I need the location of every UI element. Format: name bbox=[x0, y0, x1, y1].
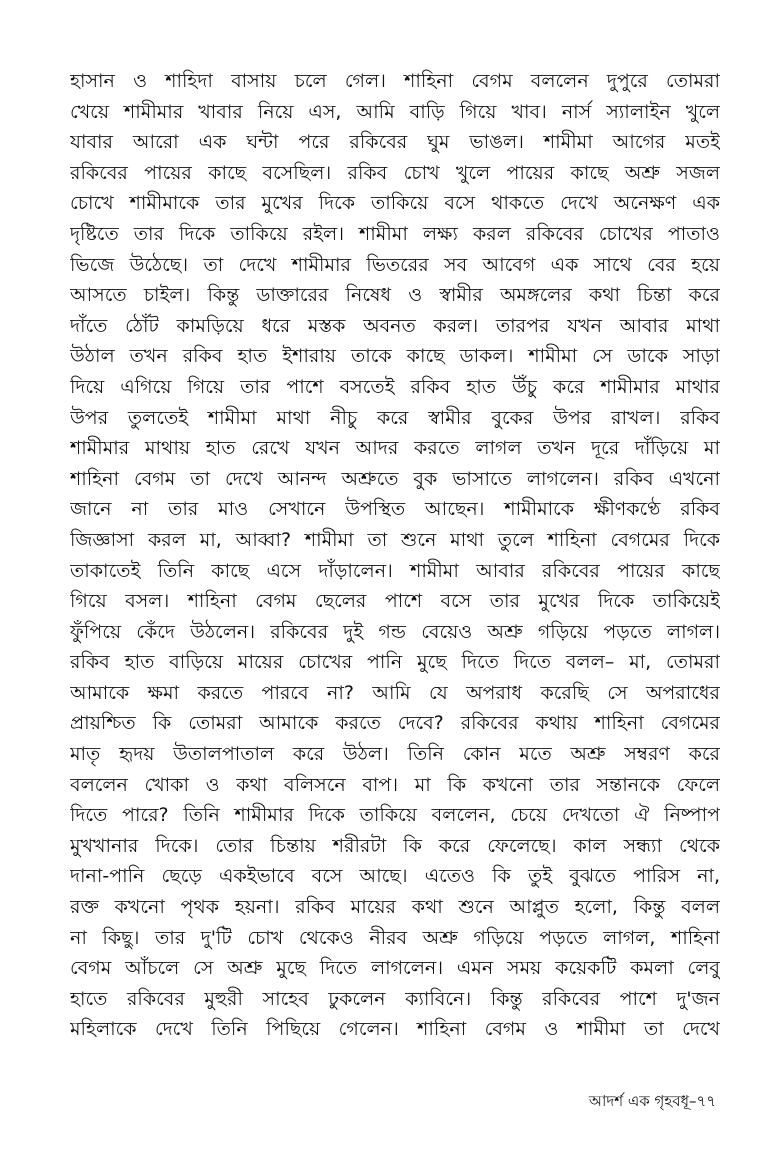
text-line: চোখে শামীমাকে তার মুখের দিকে তাকিয়ে বসে থাকতে দেখে অনেক্ষণ এক bbox=[70, 192, 720, 215]
text-line: দৃষ্টিতে তার দিকে তাকিয়ে রইল। শামীমা লক্ষ্য করল রকিবের চোখের পাতাও bbox=[70, 222, 720, 245]
text-line: গিয়ে বসল। শাহিনা বেগম ছেলের পাশে বসে তার মুখের দিকে তাকিয়েই bbox=[70, 590, 720, 613]
text-line: খেয়ে শামীমার খাবার নিয়ে এস, আমি বাড়ি গিয়ে খাব। নার্স স্যালাইন খুলে bbox=[70, 100, 720, 123]
text-line: উপর তুলতেই শামীমা মাথা নীচু করে স্বামীর বুকের উপর রাখল। রকিব bbox=[70, 406, 720, 429]
text-line: ফুঁপিয়ে কেঁদে উঠলেন। রকিবের দুই গন্ড বেয়েও অশ্রু গড়িয়ে পড়তে লাগল। bbox=[70, 620, 720, 643]
text-line: জানে না তার মাও সেখানে উপস্থিত আছেন। শামীমাকে ক্ষীণকণ্ঠে রকিব bbox=[70, 498, 720, 521]
text-line: উঠাল তখন রকিব হাত ইশারায় তাকে কাছে ডাকল। শামীমা সে ডাকে সাড়া bbox=[70, 345, 720, 368]
text-line: যাবার আরো এক ঘন্টা পরে রকিবের ঘুম ভাঙল। শামীমা আগের মতই bbox=[70, 131, 720, 154]
text-line: তাকাতেই তিনি কাছে এসে দাঁড়ালেন। শামীমা আবার রকিবের পায়ের কাছে bbox=[70, 559, 720, 582]
text-line: প্রায়শ্চিত কি তোমরা আমাকে করতে দেবে? রকিবের কথায় শাহিনা বেগমের bbox=[70, 712, 720, 735]
text-line: রক্ত কখনো পৃথক হয়না। রকিব মায়ের কথা শুনে আপ্লুত হলো, কিন্তু বলল bbox=[70, 896, 720, 919]
text-line: বললেন খোকা ও কথা বলিসনে বাপ। মা কি কখনো তার সন্তানকে ফেলে bbox=[70, 773, 720, 796]
page-footer: আদর্শ এক গৃহবধূ–৭৭ bbox=[588, 1092, 716, 1110]
text-line: দিতে পারে? তিনি শামীমার দিকে তাকিয়ে বললেন, চেয়ে দেখতো ঐ নিষ্পাপ bbox=[70, 804, 720, 827]
text-line: জিজ্ঞাসা করল মা, আব্বা? শামীমা তা শুনে মাথা তুলে শাহিনা বেগমের দিকে bbox=[70, 528, 720, 551]
text-line: শামীমার মাথায় হাত রেখে যখন আদর করতে লাগল তখন দূরে দাঁড়িয়ে মা bbox=[70, 437, 720, 460]
text-line: আসতে চাইল। কিন্তু ডাক্তারের নিষেধ ও স্বামীর অমঙ্গলের কথা চিন্তা করে bbox=[70, 284, 720, 307]
text-line: রকিব হাত বাড়িয়ে মায়ের চোখের পানি মুছে দিতে দিতে বলল– মা, তোমরা bbox=[70, 651, 720, 674]
text-line: হাসান ও শাহিদা বাসায় চলে গেল। শাহিনা বেগম বললেন দুপুরে তোমরা bbox=[70, 70, 720, 92]
body-text bbox=[70, 66, 720, 1045]
text-line: দাঁতে ঠোঁট কামড়িয়ে ধরে মস্তক অবনত করল। তারপর যখন আবার মাথা bbox=[70, 314, 720, 337]
text-line: মুখখানার দিকে। তোর চিন্তায় শরীরটা কি করে ফেলেছে। কাল সন্ধ্যা থেকে bbox=[70, 834, 720, 857]
text-line: ভিজে উঠেছে। তা দেখে শামীমার ভিতরের সব আবেগ এক সাথে বের হয়ে bbox=[70, 253, 720, 276]
text-line: দিয়ে এগিয়ে গিয়ে তার পাশে বসতেই রকিব হাত উঁচু করে শামীমার মাথার bbox=[70, 375, 720, 398]
text-line: না কিছু। তার দু'টি চোখ থেকেও নীরব অশ্রু গড়িয়ে পড়তে লাগল, শাহিনা bbox=[70, 926, 720, 949]
text-line: মহিলাকে দেখে তিনি পিছিয়ে গেলেন। শাহিনা বেগম ও শামীমা তা দেখে bbox=[70, 1018, 720, 1041]
text-line: রকিবের পায়ের কাছে বসেছিল। রকিব চোখ খুলে পায়ের কাছে অশ্রু সজল bbox=[70, 161, 720, 184]
text-line: বেগম আঁচলে সে অশ্রু মুছে দিতে লাগলেন। এমন সময় কয়েকটি কমলা লেবু bbox=[70, 957, 720, 980]
text-line: আমাকে ক্ষমা করতে পারবে না? আমি যে অপরাধ করেছি সে অপরাধের bbox=[70, 681, 720, 704]
text-line: মাতৃ হৃদয় উতালপাতাল করে উঠল। তিনি কোন মতে অশ্রু সম্বরণ করে bbox=[70, 743, 720, 766]
text-line: দানা-পানি ছেড়ে একইভাবে বসে আছে। এতেও কি তুই বুঝতে পারিস না, bbox=[70, 865, 720, 888]
text-line: শাহিনা বেগম তা দেখে আনন্দ অশ্রুতে বুক ভাসাতে লাগলেন। রকিব এখনো bbox=[70, 467, 720, 490]
text-line: হাতে রকিবের মুহুরী সাহেব ঢুকলেন ক্যাবিনে। কিন্তু রকিবের পাশে দু'জন bbox=[70, 987, 720, 1010]
